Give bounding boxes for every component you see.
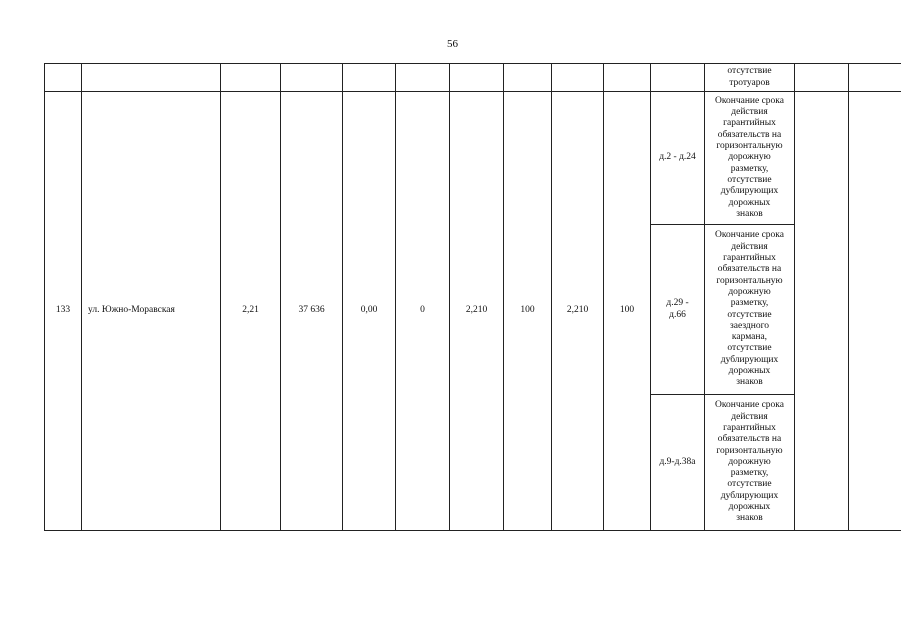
- remark-line: горизонтальную: [716, 445, 783, 456]
- cell-col4: 37 636: [281, 92, 343, 531]
- cell-col5: [343, 64, 396, 92]
- cell-range: [651, 225, 705, 395]
- cell-col5: 0,00: [343, 92, 396, 531]
- cell-col7: 2,210: [450, 92, 504, 531]
- cell-col8: [504, 64, 552, 92]
- remark-line: дублирующих: [720, 186, 779, 197]
- remark-line: разметку,: [730, 163, 769, 174]
- remark-line: разметку,: [730, 298, 769, 309]
- cell-number: 133: [45, 92, 82, 531]
- remark-line: Окончание срока: [715, 400, 784, 411]
- remark-line: обязательств на: [717, 434, 782, 445]
- cell-extra-1: [795, 92, 849, 531]
- range-line: д.29 -: [666, 298, 689, 309]
- remark-line: дорожных: [728, 365, 771, 376]
- remark-line: дорожную: [728, 152, 771, 163]
- cell-street: [82, 64, 221, 92]
- remark-line: дорожную: [728, 286, 771, 297]
- remark-line: горизонтальную: [716, 141, 783, 152]
- remark-line: дорожных: [728, 197, 771, 208]
- cell-remark: [705, 92, 795, 225]
- remark-line: отсутствие: [727, 174, 772, 185]
- cell-col9: 2,210: [552, 92, 604, 531]
- remark-line: отсутствие: [727, 343, 772, 354]
- cell-street: ул. Южно-Моравская: [82, 92, 221, 531]
- remark-line: знаков: [736, 208, 763, 219]
- remark-line: отсутствие: [727, 479, 772, 490]
- remark-line: гарантийных: [723, 253, 776, 264]
- cell-remark: [705, 395, 795, 531]
- cell-remark: [705, 64, 795, 92]
- remark-line: кармана,: [731, 332, 768, 343]
- table-row-continuation: [45, 64, 901, 92]
- table-row-segment-1: [45, 92, 901, 225]
- remark-line: отсутствие: [727, 66, 772, 77]
- cell-col9: [552, 64, 604, 92]
- remark-line: обязательств на: [717, 129, 782, 140]
- remark-line: горизонтальную: [716, 275, 783, 286]
- cell-col10: 100: [604, 92, 651, 531]
- remark-line: Окончание срока: [715, 230, 784, 241]
- cell-range: д.2 - д.24: [651, 92, 705, 225]
- remark-line: действия: [731, 107, 768, 118]
- page-number: 56: [447, 38, 458, 50]
- remark-line: разметку,: [730, 468, 769, 479]
- remark-line: тротуаров: [729, 77, 770, 88]
- range-line: д.66: [669, 309, 686, 320]
- cell-extra-1: [795, 64, 849, 92]
- remark-line: дублирующих: [720, 490, 779, 501]
- cell-col3: 2,21: [221, 92, 281, 531]
- remark-line: гарантийных: [723, 118, 776, 129]
- remark-line: действия: [731, 411, 768, 422]
- cell-number: [45, 64, 82, 92]
- remark-line: действия: [731, 241, 768, 252]
- cell-extra-2: [849, 92, 901, 531]
- remark-line: обязательств на: [717, 264, 782, 275]
- cell-range: д.9-д.38а: [651, 395, 705, 531]
- remark-line: гарантийных: [723, 422, 776, 433]
- cell-col3: [221, 64, 281, 92]
- roads-table: [44, 63, 901, 531]
- remark-line: отсутствие: [727, 309, 772, 320]
- remark-line: дублирующих: [720, 354, 779, 365]
- remark-line: Окончание срока: [715, 95, 784, 106]
- cell-range: [651, 64, 705, 92]
- cell-col4: [281, 64, 343, 92]
- cell-remark: [705, 225, 795, 395]
- cell-extra-2: [849, 64, 901, 92]
- remark-line: знаков: [736, 513, 763, 524]
- remark-line: дорожную: [728, 456, 771, 467]
- cell-col10: [604, 64, 651, 92]
- remark-line: дорожных: [728, 502, 771, 513]
- cell-col7: [450, 64, 504, 92]
- cell-col8: 100: [504, 92, 552, 531]
- remark-line: заездного: [730, 320, 769, 331]
- cell-col6: [396, 64, 450, 92]
- cell-col6: 0: [396, 92, 450, 531]
- remark-line: знаков: [736, 377, 763, 388]
